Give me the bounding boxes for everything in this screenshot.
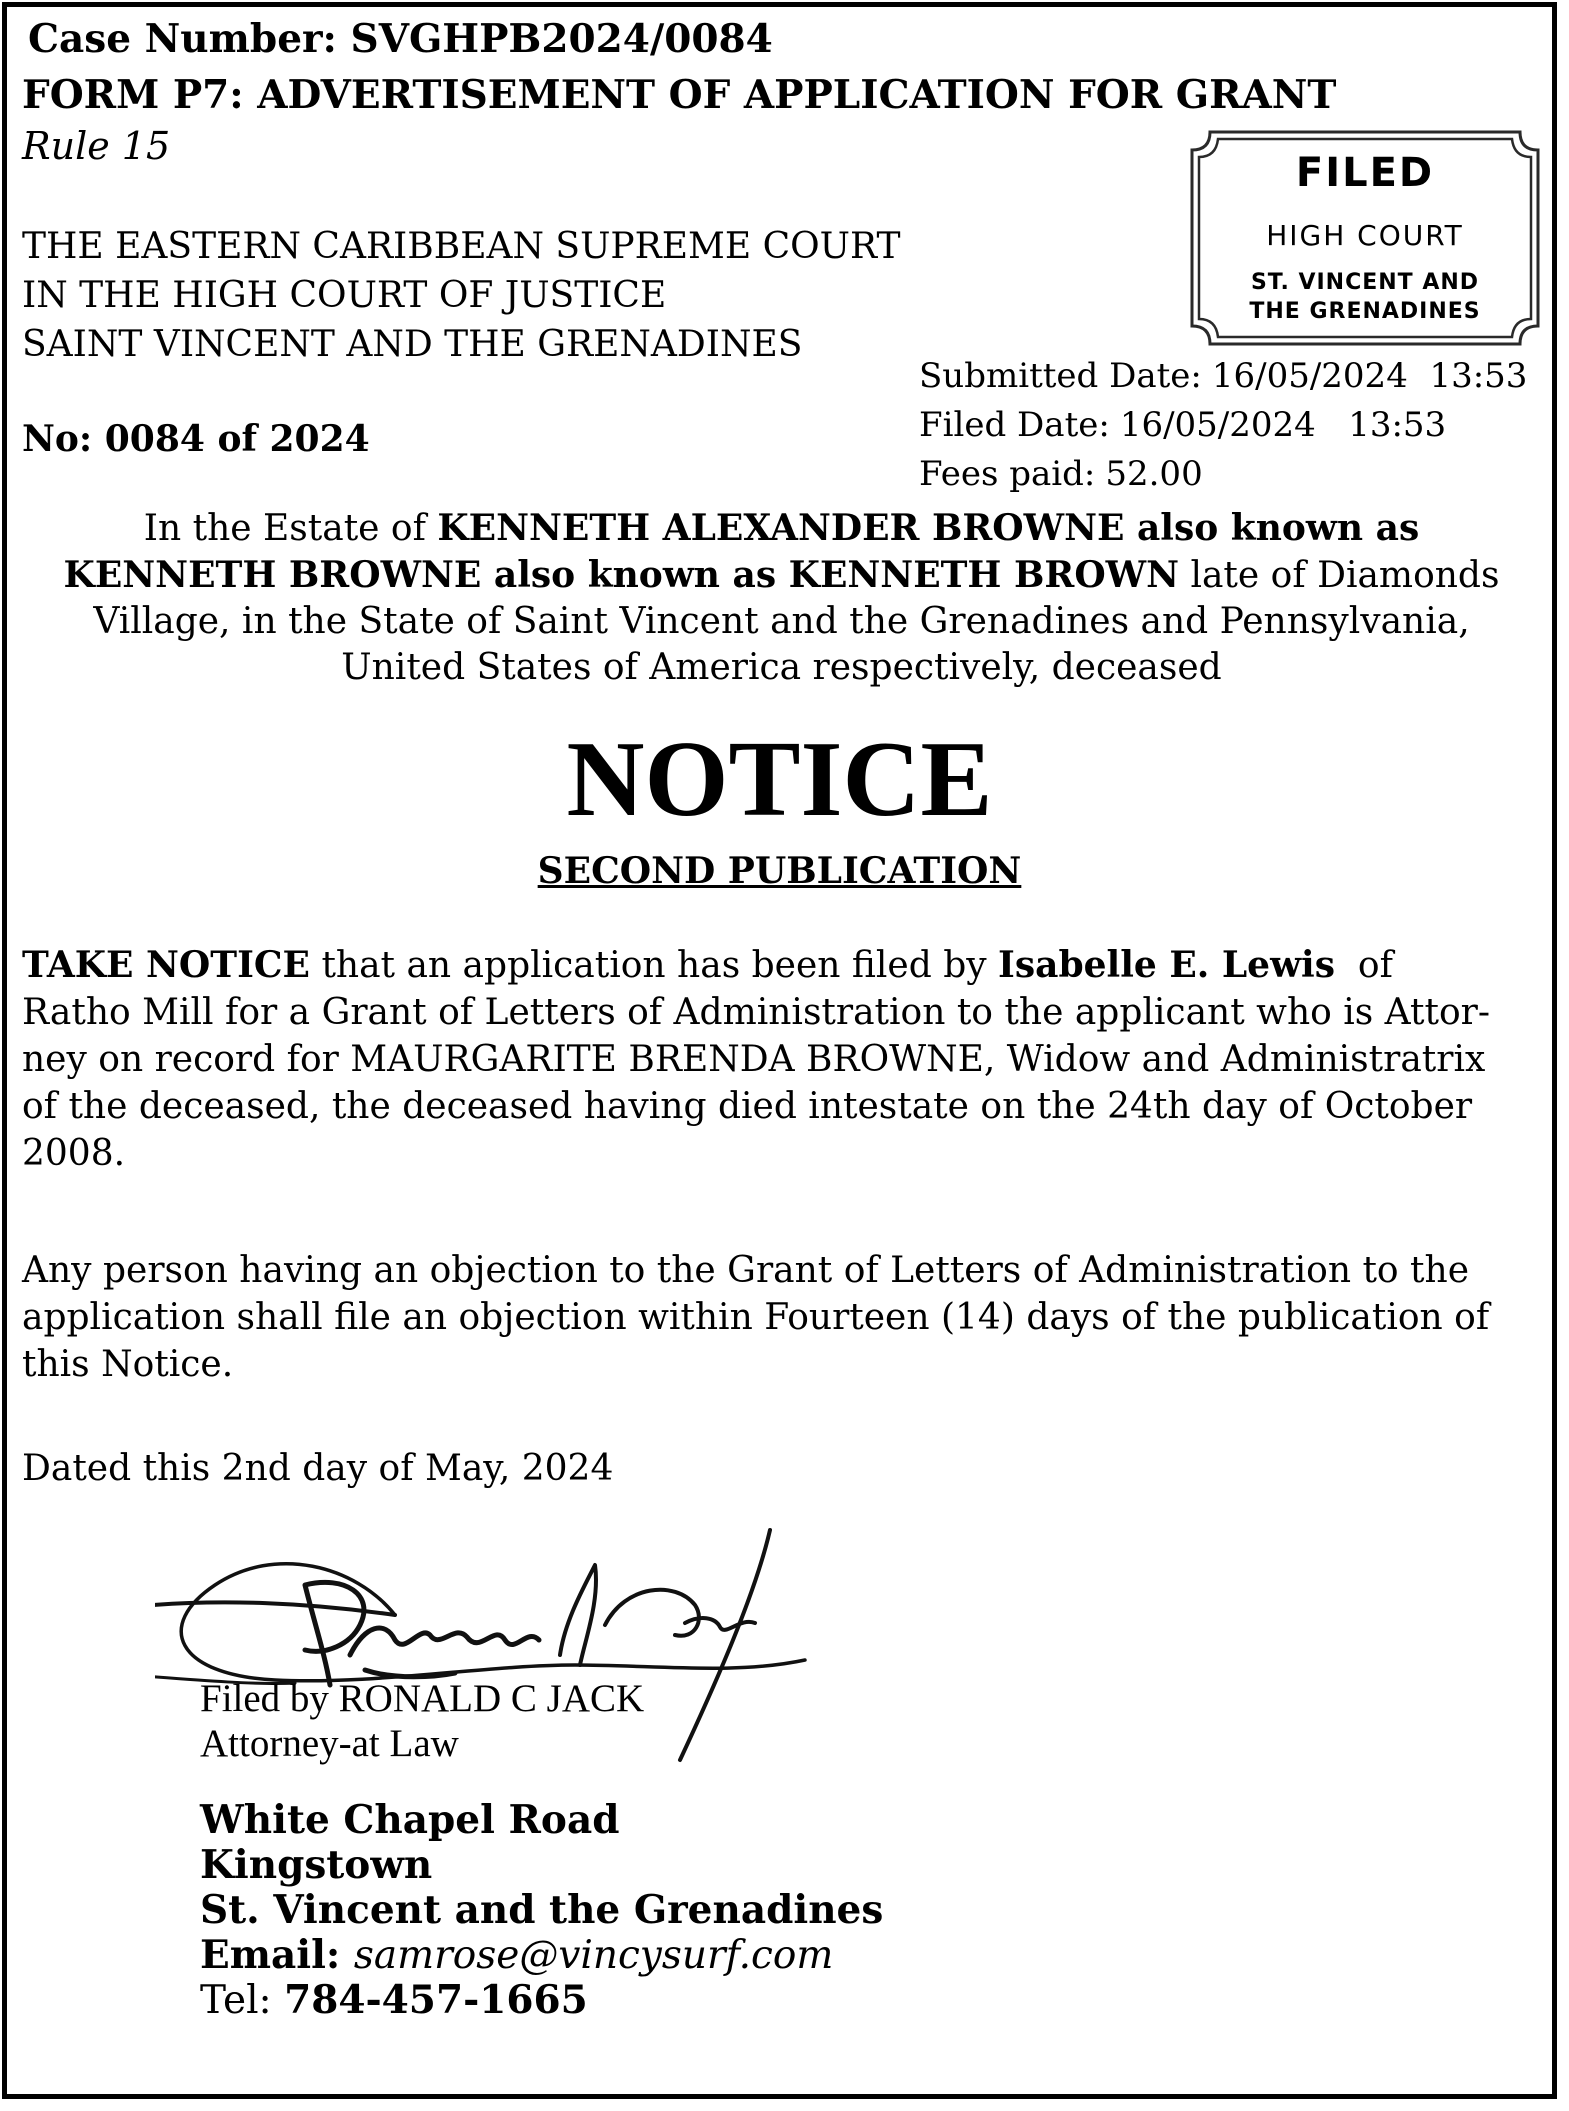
submitted-label: Submitted Date: <box>919 356 1202 396</box>
take-notice-lead: TAKE NOTICE <box>22 944 310 986</box>
filed-stamp <box>1188 128 1542 348</box>
form-title: FORM P7: ADVERTISEMENT OF APPLICATION FOR GRANT <box>22 72 1337 118</box>
applicant-name: Isabelle E. Lewis <box>998 944 1336 986</box>
notice-subtitle: SECOND PUBLICATION <box>537 850 1022 892</box>
email-link[interactable]: samrose@vincysurf.com <box>353 1933 834 1978</box>
p1-line-2: Ratho Mill for a Grant of Letters of Administration to the applicant who is Attor- <box>22 992 1491 1033</box>
filer-address <box>200 1798 883 2023</box>
stamp-place-2: THE GRENADINES <box>1249 299 1481 324</box>
stamp-high-court: HIGH COURT <box>1266 219 1464 252</box>
estate-prefix: In the Estate of <box>143 508 438 549</box>
filed-by: Filed by RONALD C JACK <box>200 1677 645 1720</box>
p2-line-3: this Notice. <box>22 1344 234 1385</box>
aka-2: also known as <box>481 554 789 596</box>
tel-row <box>200 1978 883 2023</box>
filing-meta <box>919 352 1527 499</box>
p2-line-2: application shall file an objection within Fourteen (14) days of the publication of <box>22 1297 1490 1338</box>
deceased-name-1: KENNETH ALEXANDER BROWNE <box>437 507 1125 549</box>
filer-title: Attorney-at Law <box>200 1722 459 1765</box>
p1-line-4: of the deceased, the deceased having died intestate on the 24th day of October <box>22 1086 1473 1127</box>
case-number: Case Number: SVGHPB2024/0084 <box>28 16 773 62</box>
filed-label: Filed Date: <box>919 405 1110 445</box>
p1-text-b: of <box>1335 945 1393 986</box>
notice-title: NOTICE <box>566 720 993 839</box>
objection-paragraph <box>22 1247 1547 1388</box>
p1-line-5: 2008. <box>22 1133 126 1174</box>
court-line-3: SAINT VINCENT AND THE GRENADINES <box>22 324 803 365</box>
stamp-place-1: ST. VINCENT AND <box>1250 270 1480 295</box>
case-no: No: 0084 of 2024 <box>22 418 370 460</box>
address-line-3: St. Vincent and the Grenadines <box>200 1887 884 1933</box>
email-row <box>200 1933 883 1978</box>
p1-text-a: that an application has been filed by <box>310 945 999 986</box>
filer-block <box>200 1676 644 1766</box>
estate-rest-2: Village, in the State of Saint Vincent and the Grenadines and Pennsylvania, <box>93 601 1470 642</box>
court-heading <box>22 222 900 369</box>
address-line-2: Kingstown <box>200 1842 433 1888</box>
court-line-1: THE EASTERN CARIBBEAN SUPREME COURT <box>22 226 901 267</box>
aka-1: also known as <box>1124 507 1420 549</box>
email-label: Email: <box>200 1932 354 1978</box>
tel-label: Tel: <box>200 1978 285 2023</box>
estate-rest-1: late of Diamonds <box>1179 555 1500 596</box>
court-line-2: IN THE HIGH COURT OF JUSTICE <box>22 275 667 316</box>
fees-label: Fees paid: <box>919 454 1096 494</box>
deceased-name-3: KENNETH BROWN <box>788 554 1180 596</box>
take-notice-paragraph <box>22 942 1547 1177</box>
estate-rest-3: United States of America respectively, deceased <box>341 647 1222 688</box>
dated-line: Dated this 2nd day of May, 2024 <box>22 1448 614 1489</box>
address-line-1: White Chapel Road <box>200 1797 620 1843</box>
stamp-filed: FILED <box>1295 150 1435 196</box>
estate-heading <box>14 505 1549 691</box>
fees-value: 52.00 <box>1105 454 1203 494</box>
submitted-value: 16/05/2024 13:53 <box>1211 356 1528 396</box>
tel-number: 784-457-1665 <box>284 1977 588 2023</box>
filed-value: 16/05/2024 13:53 <box>1119 405 1447 445</box>
p2-line-1: Any person having an objection to the Grant of Letters of Administration to the <box>22 1250 1469 1291</box>
rule-reference: Rule 15 <box>22 124 171 168</box>
deceased-name-2: KENNETH BROWNE <box>63 554 482 596</box>
p1-line-3: ney on record for MAURGARITE BRENDA BROWNE, Widow and Administratrix <box>22 1039 1486 1080</box>
